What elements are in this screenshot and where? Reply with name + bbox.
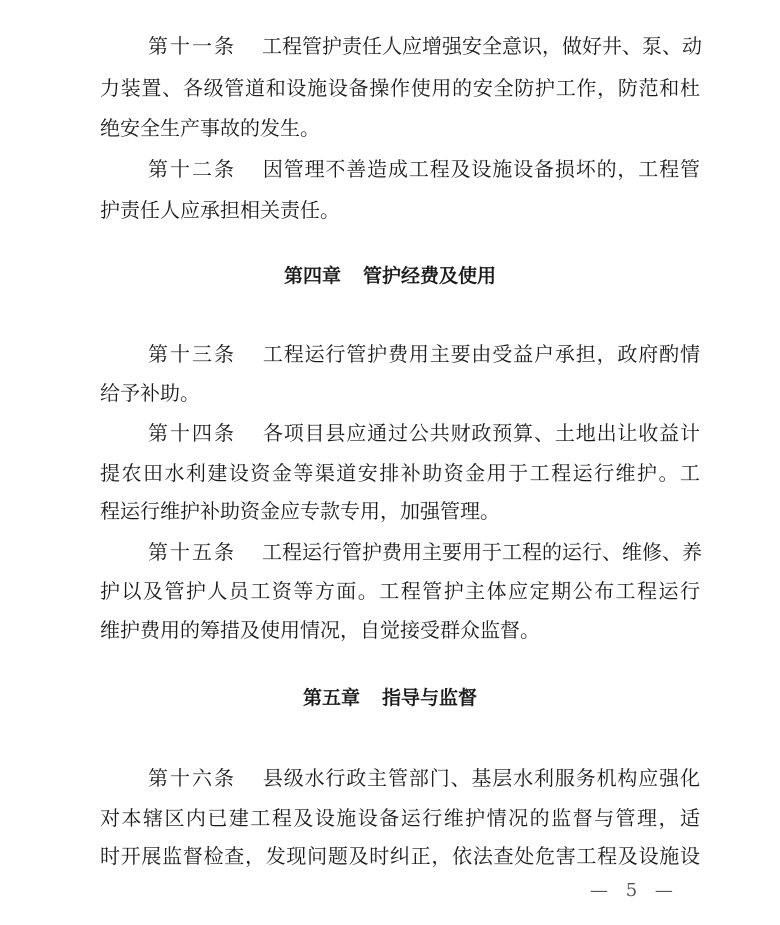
article-11-line-3: 绝安全生产事故的发生。 (100, 116, 320, 140)
article-11-line-1 (148, 32, 700, 60)
article-14-text-1: 各项目县应通过公共财政预算、土地出让收益计 (262, 421, 700, 445)
article-15-line-2: 护以及管护人员工资等方面。工程管护主体应定期公布工程运行 (100, 579, 700, 603)
article-13-line-2: 给予补助。 (100, 381, 200, 405)
page-number: — 5 — (590, 880, 679, 901)
article-13-line-1 (148, 340, 700, 368)
article-14-line-2: 提农田水利建设资金等渠道安排补助资金用于工程运行维护。工 (100, 461, 700, 485)
chapter-5-title: 指导与监督 (382, 687, 478, 709)
chapter-5-heading (0, 684, 780, 712)
chapter-4-heading (0, 262, 780, 290)
article-11-label: 第十一条 (148, 34, 236, 58)
article-14-label: 第十四条 (148, 421, 236, 445)
chapter-4-title: 管护经费及使用 (363, 265, 497, 287)
chapter-5-number: 第五章 (302, 687, 360, 709)
article-12-line-2: 护责任人应承担相关责任。 (100, 198, 340, 222)
article-11-text-1: 工程管护责任人应增强安全意识，做好井、泵、动 (262, 34, 702, 58)
article-12-text-1: 因管理不善造成工程及设施设备损坏的，工程管 (262, 157, 700, 181)
article-12-line-1 (148, 155, 700, 183)
article-14-line-1 (148, 419, 700, 447)
article-15-text-1: 工程运行管护费用主要用于工程的运行、维修、养 (262, 540, 702, 564)
chapter-4-number: 第四章 (283, 265, 341, 287)
article-11-line-2: 力装置、各级管道和设施设备操作使用的安全防护工作，防范和杜 (100, 76, 700, 100)
article-16-line-3: 时开展监督检查，发现问题及时纠正，依法查处危害工程及设施设 (100, 844, 700, 868)
article-13-label: 第十三条 (148, 342, 236, 366)
article-12-label: 第十二条 (148, 157, 236, 181)
article-16-text-1: 县级水行政主管部门、基层水利服务机构应强化 (262, 766, 700, 790)
article-14-line-3: 程运行维护补助资金应专款专用，加强管理。 (100, 499, 500, 523)
article-16-line-1 (148, 764, 700, 792)
article-16-label: 第十六条 (148, 766, 236, 790)
article-13-text-1: 工程运行管护费用主要由受益户承担，政府酌情 (262, 342, 700, 366)
article-15-label: 第十五条 (148, 540, 236, 564)
article-15-line-3: 维护费用的筹措及使用情况，自觉接受群众监督。 (100, 618, 540, 642)
article-16-line-2: 对本辖区内已建工程及设施设备运行维护情况的监督与管理，适 (100, 806, 700, 830)
article-15-line-1 (148, 538, 700, 566)
